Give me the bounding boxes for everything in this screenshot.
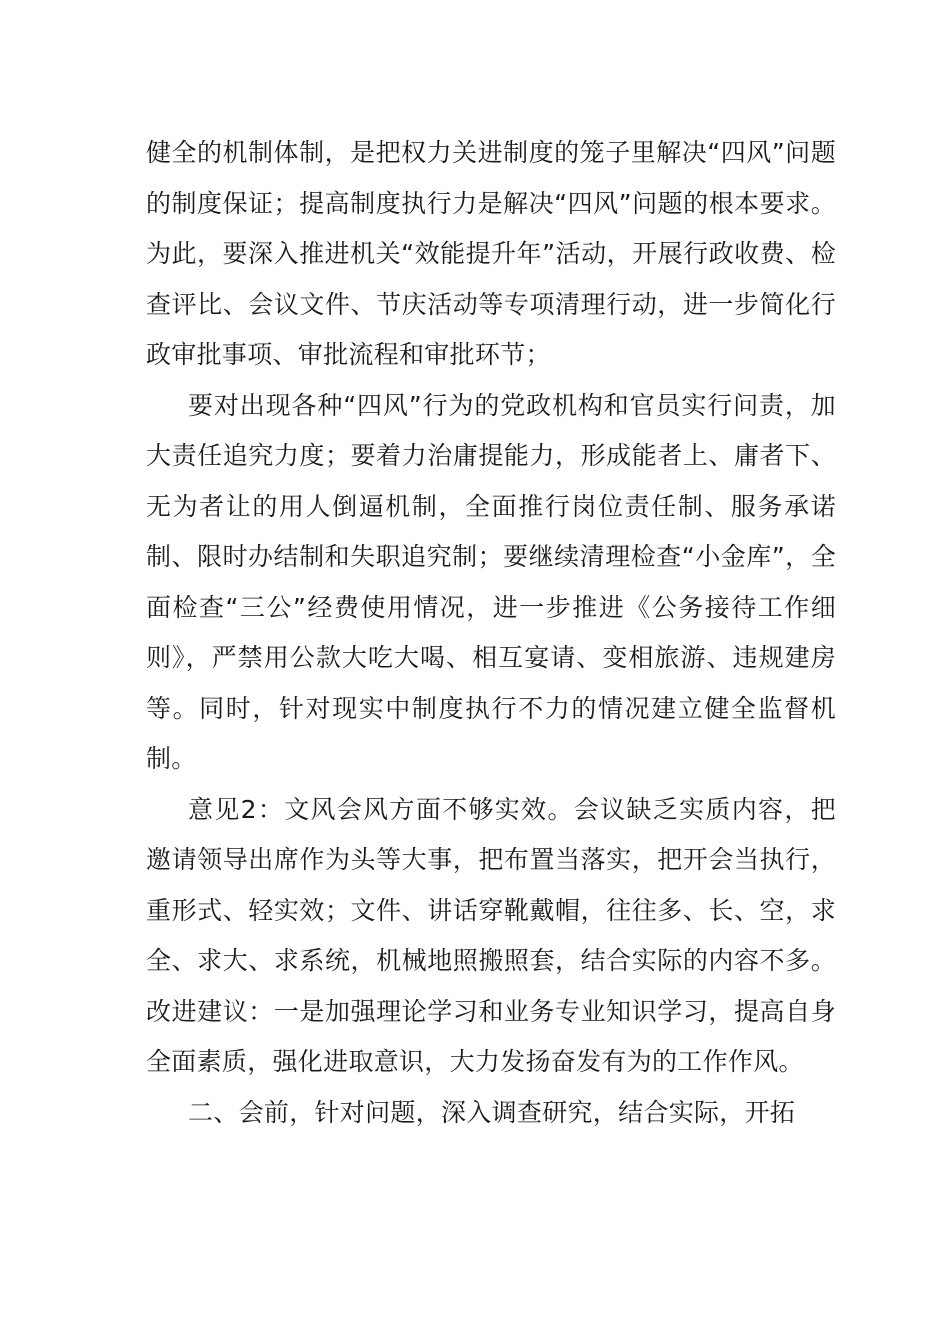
- document-body: [146, 128, 836, 1138]
- paragraph-1: 健全的机制体制，是把权力关进制度的笼子里解决“四风”问题的制度保证；提高制度执行力是解决“四风”问题的根本要求。为此，要深入推进机关“效能提升年”活动，开展行政收费、检查评比、会议文件、节庆活动等专项清理行动，进一步简化行政审批事项、审批流程和审批环节；: [146, 138, 836, 369]
- paragraph-4: 二、会前，针对问题，深入调查研究，结合实际，开拓: [188, 1097, 796, 1127]
- paragraph-3: 意见2：文风会风方面不够实效。会议缺乏实质内容，把邀请领导出席作为头等大事，把布置当落实，把开会当执行，重形式、轻实效；文件、讲话穿靴戴帽，往往多、长、空，求全、求大、求系统，机械地照搬照套，结合实际的内容不多。改进建议：一是加强理论学习和业务专业知识学习，提高自身全面素质，强化进取意识，大力发扬奋发有为的工作作风。: [146, 794, 836, 1076]
- paragraph-2: 要对出现各种“四风”行为的党政机构和官员实行问责，加大责任追究力度；要着力治庸提能力，形成能者上、庸者下、无为者让的用人倒逼机制，全面推行岗位责任制、服务承诺制、限时办结制和失职追究制；要继续清理检查“小金库”，全面检查“三公”经费使用情况，进一步推进《公务接待工作细则》，严禁用公款大吃大喝、相互宴请、变相旅游、违规建房等。同时，针对现实中制度执行不力的情况建立健全监督机制。: [146, 390, 836, 773]
